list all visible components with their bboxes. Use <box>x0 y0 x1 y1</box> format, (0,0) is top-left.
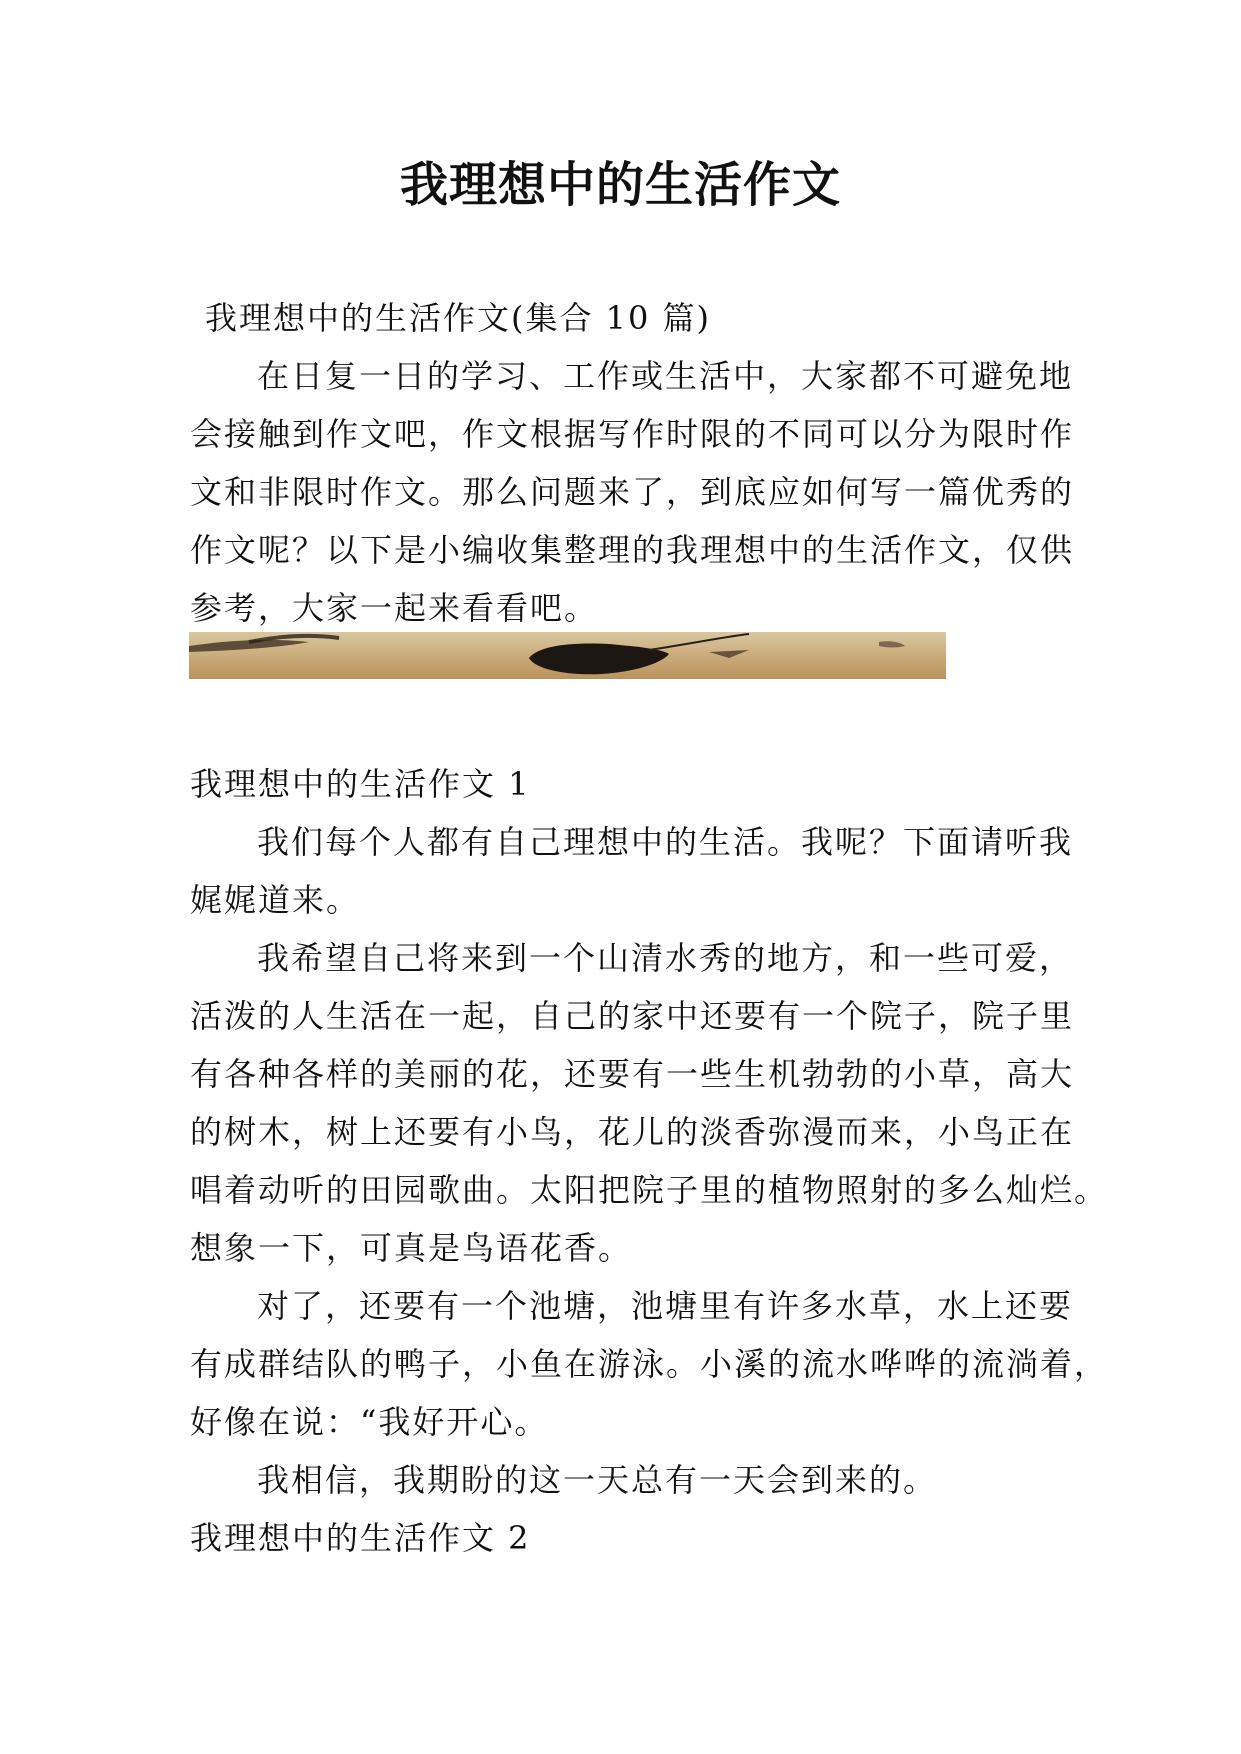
section-1-line-10: 有成群结队的鸭子，小鱼在游泳。小溪的流水哗哗的流淌着， <box>190 1345 1109 1383</box>
intro-line-3: 文和非限时作文。那么问题来了，到底应如何写一篇优秀的 <box>190 473 1075 511</box>
section-1-line-9: 对了，还要有一个池塘，池塘里有许多水草，水上还要 <box>257 1287 1074 1325</box>
section-1-line-6: 的树木，树上还要有小鸟，花儿的淡香弥漫而来，小鸟正在 <box>190 1113 1075 1151</box>
section-1-line-8: 想象一下，可真是鸟语花香。 <box>190 1229 633 1267</box>
intro-line-5: 参考，大家一起来看看吧。 <box>190 589 599 627</box>
section-1-heading: 我理想中的生活作文 1 <box>190 765 531 803</box>
page-title: 我理想中的生活作文 <box>399 157 841 213</box>
intro-line-1: 在日复一日的学习、工作或生活中，大家都不可避免地 <box>257 357 1074 395</box>
section-1-line-11: 好像在说：“我好开心。 <box>190 1403 549 1441</box>
section-1-line-3: 我希望自己将来到一个山清水秀的地方，和一些可爱， <box>257 939 1074 977</box>
section-1-line-2: 娓娓道来。 <box>190 881 361 919</box>
section-1-line-5: 有各种各样的美丽的花，还要有一些生机勃勃的小草，高大 <box>190 1055 1075 1093</box>
intro-line-4: 作文呢？以下是小编收集整理的我理想中的生活作文，仅供 <box>190 531 1075 569</box>
section-1-line-4: 活泼的人生活在一起，自己的家中还要有一个院子，院子里 <box>190 997 1075 1035</box>
section-1-line-1: 我们每个人都有自己理想中的生活。我呢？下面请听我 <box>257 823 1074 861</box>
section-2-heading: 我理想中的生活作文 2 <box>190 1519 531 1557</box>
intro-line-2: 会接触到作文吧，作文根据写作时限的不同可以分为限时作 <box>190 415 1075 453</box>
subtitle: 我理想中的生活作文(集合 10 篇) <box>205 299 712 337</box>
section-1-line-12: 我相信，我期盼的这一天总有一天会到来的。 <box>257 1461 938 1499</box>
decorative-banner-image <box>189 632 946 679</box>
section-1-line-7: 唱着动听的田园歌曲。太阳把院子里的植物照射的多么灿烂。 <box>190 1171 1109 1209</box>
